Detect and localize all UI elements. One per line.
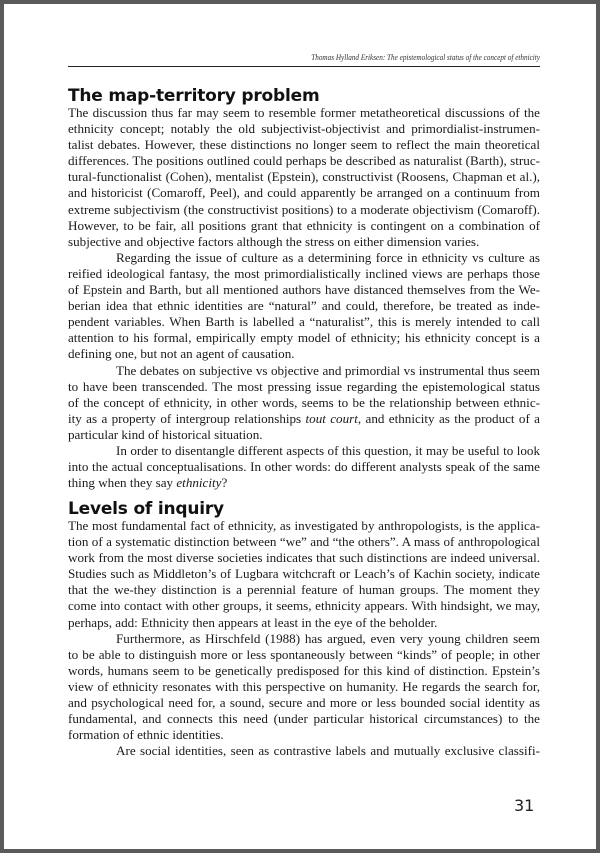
text-line: The debates on subjective vs objective and primordial vs instrumental thus seem <box>116 362 540 378</box>
text-line: to have been transcended. The most pressing issue regarding the epistemological status <box>68 378 540 394</box>
running-head: Thomas Hylland Eriksen: The epistemological status of the concept of ethnicity <box>311 53 540 62</box>
text-line: extreme subjectivism (the constructivist positions) to a moderate objectivism (Comaroff). <box>68 201 540 217</box>
text-line: subjective and objective factors although the stress on either dimension varies. <box>68 233 480 249</box>
text-line: view of ethnicity resonates with this perspective on humanity. He regards the search for, <box>68 678 540 694</box>
text-line: words, humans seem to be genetically predisposed for this kind of distinction. Epstein’s <box>68 662 540 678</box>
text-line: However, to be fair, all positions grant that ethnicity is contingent on a combination of <box>68 217 540 233</box>
text-line <box>68 411 540 427</box>
text-line: The most fundamental fact of ethnicity, as investigated by anthropologists, is the applica- <box>68 518 540 533</box>
text-run: thing when they say <box>68 475 177 491</box>
header-rule <box>68 66 540 67</box>
text-line <box>68 475 540 491</box>
italic-text: tout court <box>305 410 358 426</box>
text-line: to be able to distinguish more or less spontaneously between “kinds” of people; in other <box>68 646 540 662</box>
paragraph <box>68 631 540 744</box>
paragraph <box>68 105 540 250</box>
text-line: perhaps, add: Ethnicity then appears at least in the eye of the beholder. <box>68 614 438 630</box>
text-line: tural-functionalist (Cohen), mentalist (Epstein), constructivist (Roosens, Chapman et al.), <box>68 169 540 185</box>
text-line: and historicist (Comaroff, Peel), and could apparently be arranged on a continuum from <box>68 185 540 201</box>
text-line: defining one, but not an agent of causation. <box>68 346 295 362</box>
text-line: ethnicity concept; notably the old subjectivist-objectivist and primordialist-instrumen- <box>68 121 540 137</box>
paragraph <box>68 518 540 631</box>
text-line: Regarding the issue of culture as a determining force in ethnicity vs culture as <box>116 249 540 265</box>
text-line: Studies such as Middleton’s of Lugbara witchcraft or Leach’s of Kachin society, indicate <box>68 566 540 582</box>
text-line: come into contact with other groups, it seems, ethnicity appears. With hindsight, we may, <box>68 598 540 614</box>
section-body <box>68 105 540 491</box>
text-line: particular kind of historical situation. <box>68 426 263 442</box>
text-line: pendent variables. When Barth is labelled a “naturalist”, this is merely intended to call <box>68 314 540 330</box>
text-line: fundamental, and connects this need (under particular historical circumstances) to the <box>68 711 540 727</box>
page-number: 31 <box>514 796 535 815</box>
text-line: differences. The positions outlined could perhaps be described as naturalist (Barth), struc- <box>68 153 540 169</box>
text-line: Are social identities, seen as contrastive labels and mutually exclusive classifi- <box>116 743 540 759</box>
section-heading: Levels of inquiry <box>68 499 224 519</box>
paragraph <box>68 363 540 443</box>
text-line: work from the most diverse societies indicates that such distinctions are indeed universal. <box>68 550 540 566</box>
text-run: ? <box>221 475 228 491</box>
text-line: reified ideological fantasy, the most primordialistically inclined views are perhaps those <box>68 265 540 281</box>
italic-text: ethnicity <box>176 475 222 491</box>
text-line: The discussion thus far may seem to resemble former metatheoretical discussions of the <box>68 105 540 120</box>
text-run: ity as a property of intergroup relationships <box>68 410 306 426</box>
paragraph <box>68 250 540 363</box>
paragraph <box>68 443 540 491</box>
section-heading: The map-territory problem <box>68 86 320 106</box>
text-line: Furthermore, as Hirschfeld (1988) has argued, even very young children seem <box>116 630 540 646</box>
text-line: berian idea that ethnic identities are “natural” and could, therefore, be treated as inde- <box>68 298 540 314</box>
text-line: attention to his formal, empirically empty model of ethnicity; his ethnicity concept is a <box>68 330 540 346</box>
text-line: into the actual conceptualisations. In other words: do different analysts speak of the same <box>68 459 540 475</box>
paragraph <box>68 743 540 759</box>
text-line: talist debates. However, these distinctions no longer seem to reflect the main theoretical <box>68 137 540 153</box>
text-line: tion of a systematic distinction between “we” and “the others”. A mass of anthropological <box>68 534 540 550</box>
text-line: and psychological need for, a sound, secure and more or less bounded social identity as <box>68 695 540 711</box>
text-line: formation of ethnic identities. <box>68 727 224 743</box>
text-line: of the concept of ethnicity, in other words, seems to be the relationship between ethnic- <box>68 394 540 410</box>
text-line: of Epstein and Barth, but all mentioned authors have distanced themselves from the We- <box>68 282 540 298</box>
text-line: In order to disentangle different aspects of this question, it may be useful to look <box>116 442 540 458</box>
section-body <box>68 518 540 759</box>
text-line: that the we-they distinction is a perennial feature of human groups. The moment they <box>68 582 540 598</box>
text-run: , and ethnicity as the product of a <box>357 410 540 426</box>
